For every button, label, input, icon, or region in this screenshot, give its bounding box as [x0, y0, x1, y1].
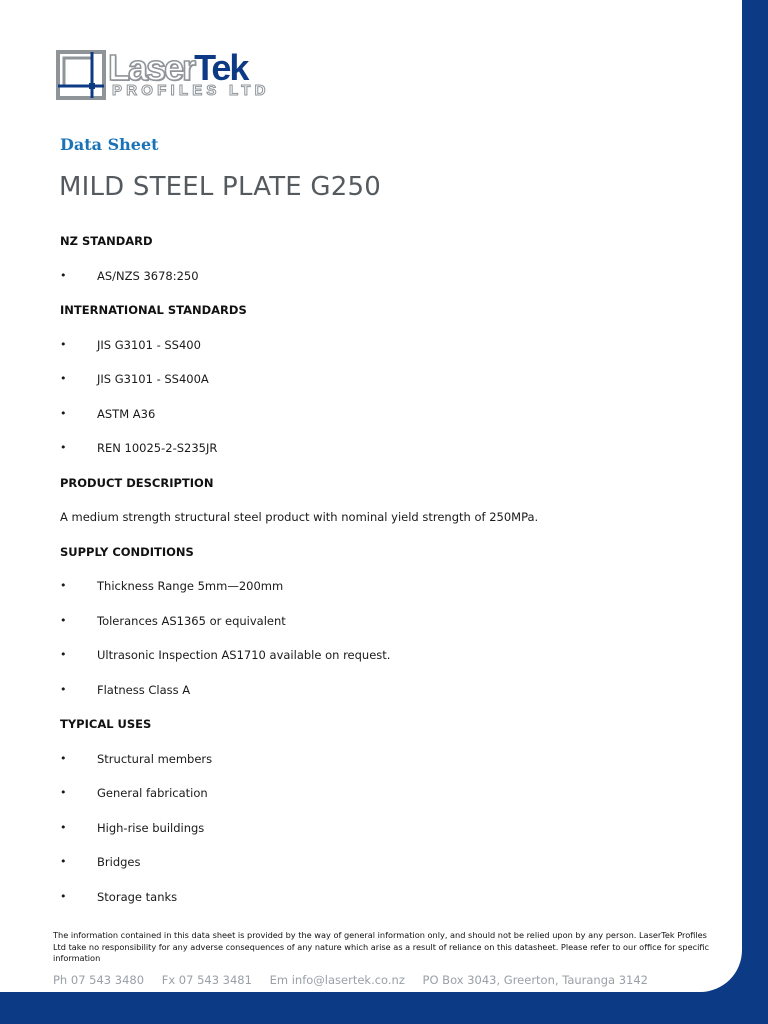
section-heading: INTERNATIONAL STANDARDS	[60, 303, 247, 317]
logo-subtitle: PROFILES LTD	[112, 82, 270, 99]
list-item: • Tolerances AS1365 or equivalent	[60, 604, 720, 639]
list-item: • Thickness Range 5mm—200mm	[60, 569, 720, 604]
bullet-icon: •	[60, 682, 67, 696]
bullet-icon: •	[60, 786, 67, 799]
section-heading: PRODUCT DESCRIPTION	[60, 475, 214, 490]
list-item: • Flatness Class A	[60, 673, 720, 708]
logo-mark-icon	[56, 50, 106, 100]
list-item: • JIS G3101 - SS400A	[60, 362, 720, 397]
bullet-icon: •	[60, 613, 67, 627]
list-item: • Bridges	[60, 845, 720, 880]
bullet-icon: •	[60, 751, 67, 765]
list-item: • Storage tanks	[60, 880, 720, 915]
list-item: • Ultrasonic Inspection AS1710 available on request.	[60, 638, 720, 673]
list-item: • JIS G3101 - SS400	[60, 328, 720, 363]
disclaimer-text: The information contained in this data sheet is provided by the way of general information only, and should not be relied upon by any person. LaserTek Profiles Ltd take no responsibility for any adverse consequences of any nature which arise as a result of reliance on this datasheet. Please refer to our office for specific information	[53, 930, 710, 963]
list-item: • General fabrication	[60, 776, 720, 811]
postal-address: PO Box 3043, Greerton, Tauranga 3142	[422, 973, 648, 987]
section-heading: NZ STANDARD	[60, 234, 153, 248]
bullet-icon: •	[60, 441, 67, 454]
fax-number: Fx 07 543 3481	[161, 973, 252, 987]
bullet-icon: •	[60, 579, 67, 592]
company-logo	[56, 47, 276, 102]
email-address: Em info@lasertek.co.nz	[269, 973, 405, 987]
bullet-icon: •	[60, 820, 67, 834]
bullet-icon: •	[60, 337, 67, 351]
page-frame-bottom	[0, 992, 768, 1024]
list-item: • Structural members	[60, 742, 720, 777]
page-frame-right	[742, 0, 768, 1024]
bullet-icon: •	[60, 268, 67, 282]
document-type-label: Data Sheet	[60, 135, 159, 154]
list-item: • REN 10025-2-S235JR	[60, 431, 720, 466]
phone-number: Ph 07 543 3480	[53, 973, 145, 987]
list-item: • ASTM A36	[60, 397, 720, 432]
section-heading: TYPICAL USES	[60, 717, 152, 731]
section-heading: SUPPLY CONDITIONS	[60, 544, 194, 559]
product-description: A medium strength structural steel product with nominal yield strength of 250MPa.	[60, 510, 539, 524]
logo-wordmark: LaserTek	[108, 47, 248, 88]
list-item: • AS/NZS 3678:250	[60, 259, 720, 294]
bullet-icon: •	[60, 406, 67, 420]
bullet-icon: •	[60, 889, 67, 903]
bullet-icon: •	[60, 855, 67, 868]
bullet-icon: •	[60, 648, 67, 661]
bullet-icon: •	[60, 372, 67, 385]
page-title: MILD STEEL PLATE G250	[59, 172, 381, 202]
contact-footer	[53, 973, 733, 987]
list-item: • High-rise buildings	[60, 811, 720, 846]
datasheet-body	[60, 224, 720, 914]
